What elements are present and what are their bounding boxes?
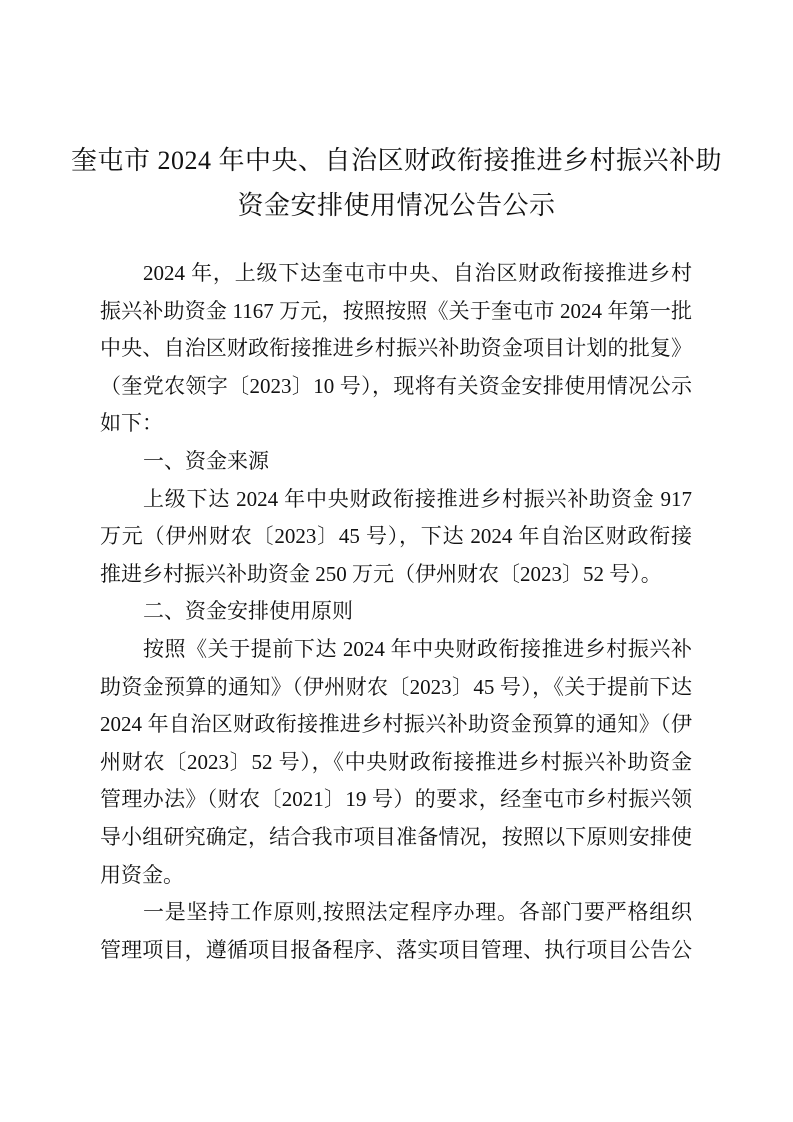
title-line-2: 资金安排使用情况公告公示	[237, 191, 556, 220]
text-line: 管理项目，遵循项目报备程序、落实项目管理、执行项目公告公	[100, 937, 692, 962]
text-line: 一、资金来源	[143, 448, 269, 473]
text-line: 州财农〔2023〕52 号），《中央财政衔接推进乡村振兴补助资金	[100, 749, 692, 774]
text-line: 按照《关于提前下达 2024 年中央财政衔接推进乡村振兴补	[143, 636, 692, 661]
text-line: 中央、自治区财政衔接推进乡村振兴补助资金项目计划的批复》	[100, 336, 692, 361]
text-line: 用资金。	[100, 862, 184, 887]
heading-section-1	[100, 443, 692, 481]
text-line: 一是坚持工作原则,按照法定程序办理。各部门要严格组织	[143, 900, 692, 925]
text-line: 导小组研究确定，结合我市项目准备情况，按照以下原则安排使	[100, 824, 692, 849]
text-line: 助资金预算的通知》（伊州财农〔2023〕45 号），《关于提前下达	[100, 674, 692, 699]
paragraph-principle-1	[100, 894, 692, 969]
text-line: 上级下达 2024 年中央财政衔接推进乡村振兴补助资金 917	[143, 486, 692, 511]
paragraph-principles	[100, 631, 692, 894]
heading-section-2	[100, 593, 692, 631]
document-body	[100, 255, 692, 969]
text-line: 二、资金安排使用原则	[143, 599, 353, 624]
document-title	[55, 0, 738, 228]
title-line-1: 奎屯市 2024 年中央、自治区财政衔接推进乡村振兴补助	[70, 146, 722, 175]
text-line: 2024 年自治区财政衔接推进乡村振兴补助资金预算的通知》（伊	[100, 712, 692, 737]
text-line: （奎党农领字〔2023〕10 号），现将有关资金安排使用情况公示	[100, 373, 692, 398]
text-line: 管理办法》（财农〔2021〕19 号）的要求，经奎屯市乡村振兴领	[100, 787, 692, 812]
text-line: 振兴补助资金 1167 万元，按照按照《关于奎屯市 2024 年第一批	[100, 298, 692, 323]
paragraph-funding-source	[100, 481, 692, 594]
text-line: 万元（伊州财农〔2023〕45 号），下达 2024 年自治区财政衔接	[100, 524, 692, 549]
text-line: 2024 年，上级下达奎屯市中央、自治区财政衔接推进乡村	[143, 261, 692, 285]
text-line: 推进乡村振兴补助资金 250 万元（伊州财农〔2023〕52 号）。	[100, 561, 662, 586]
paragraph-intro	[100, 255, 692, 443]
text-line: 如下：	[100, 411, 163, 436]
